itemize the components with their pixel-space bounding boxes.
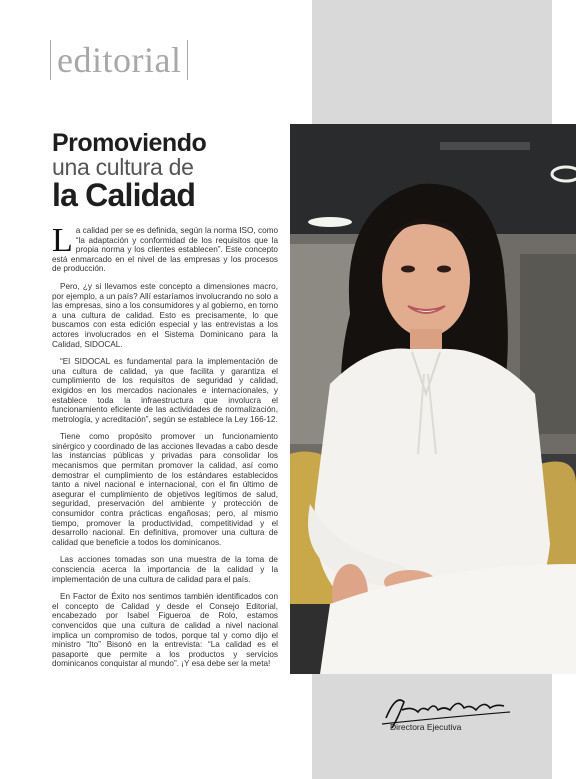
paragraph: Las acciones tomadas son una muestra de la toma de consciencia acerca la importancia de la calidad y la implementación de una cultura de calidad para el país.	[52, 555, 278, 584]
signature-title: Directora Ejecutiva	[390, 722, 462, 732]
section-label: editorial	[50, 40, 188, 80]
title-line-2: una cultura de	[52, 154, 194, 180]
title-line-1: Promoviendo	[52, 129, 207, 157]
paragraph: Pero, ¿y si llevamos este concepto a dimensiones macro, por ejemplo, a un país? Allí estaríamos involucrando no solo a las empresas, sino a los consumidores y al gobierno, en torno a una cultura de calidad. Esto es precisamente, lo que buscamos con esta edición especial y las entrevistas a los actores involucrados en el Sistema Dominicano para la Calidad, SIDOCAL.	[52, 281, 278, 349]
paragraph: En Factor de Éxito nos sentimos también identificados con el concepto de Calidad y desde el Consejo Editorial, encabezado por Isabel Figueroa de Rolo, estamos convencidos que una cultura de calidad a nivel nacional implica un compromiso de todos, porque tal y como dijo el ministro “Ito” Bisonó en la entrevista: “La calidad es el pasaporte que permite a los productos y servicios dominicanos conquistar al mundo”. ¡Y esa debe ser la meta!	[52, 592, 278, 669]
article-title	[52, 130, 282, 212]
portrait-photo	[290, 124, 576, 674]
paragraph: La calidad per se es definida, según la norma ISO, como “la adaptación y conformidad de los requisitos que la propia norma y los clientes establecen”. Este concepto está enmarcado en el nivel de las empresas y los procesos de producción.	[52, 222, 278, 274]
drop-cap: L	[52, 222, 73, 259]
paragraph: “El SIDOCAL es fundamental para la implementación de una cultura de calidad, ya que facilita y garantiza el cumplimiento de los requisitos de seguridad y calidad, exigidos en los mercados nacionales e internacionales, y establece toda la infraestructura que involucra el funcionamiento eficiente de las actividades de normalización, metrología, y acreditación”, según se establece la Ley 166-12.	[52, 357, 278, 424]
title-line-3: la Calidad	[52, 177, 196, 213]
article-body	[52, 222, 278, 677]
paragraph: Tiene como propósito promover un funcionamiento sinérgico y coordinado de las acciones llevadas a cabo desde las instancias públicas y privadas para consolidar los mecanismos que permitan promover la calidad, así como demostrar el cumplimiento de los estándares establecidos tanto a nivel nacional e internacional, con el fin último de asegurar el cumplimiento de objetivos legítimos de salud, seguridad, preservación del ambiente y protección de consumidor contra prácticas engañosas; pero, al mismo tiempo, promover la productividad, competitividad y el desarrollo nacional. En definitiva, promover una cultura de calidad que beneficie a todos los dominicanos.	[52, 432, 278, 547]
